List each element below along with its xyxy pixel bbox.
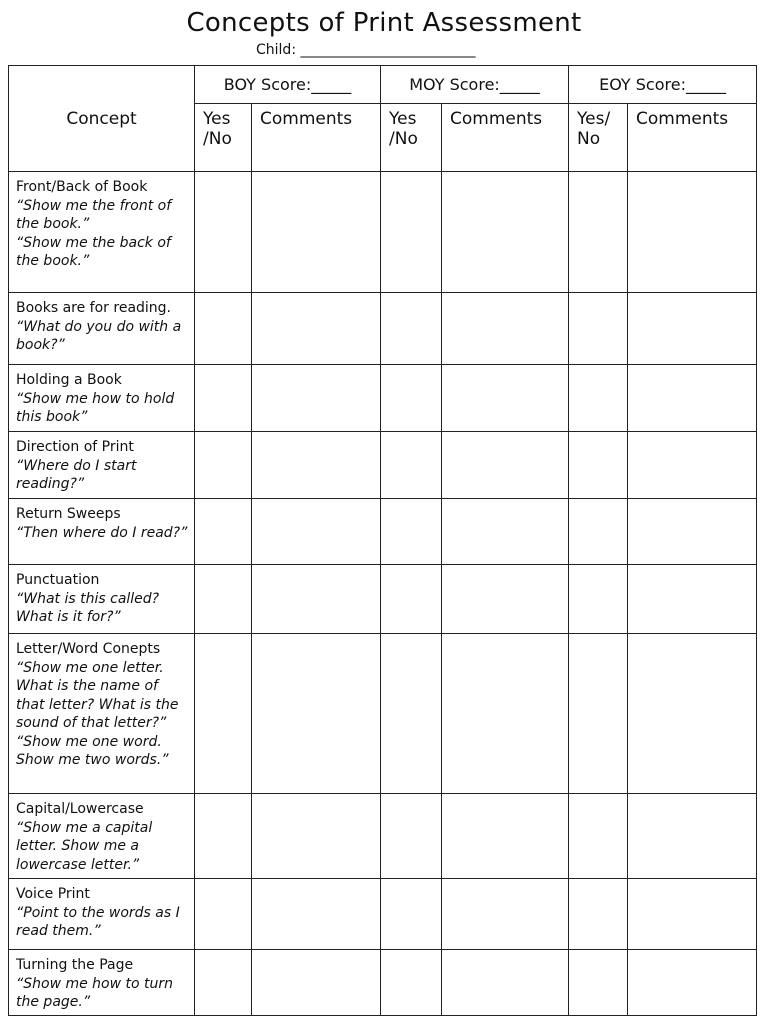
table-row [9,634,757,794]
child-name-field[interactable]: Child: _________________________ [256,42,476,58]
table-row [9,432,757,499]
moy-yes-no-cell[interactable] [381,634,442,794]
concept-question: “Then where do I read?” [16,524,188,541]
eoy-yes-no-cell[interactable] [569,794,628,879]
concept-cell [9,499,195,565]
boy-comments-cell[interactable] [252,172,381,293]
concept-question: “Show me one letter. What is the name of that letter? What is the sound of that letter?” “Show me one word. Show me two words.” [16,659,179,768]
moy-yes-no-cell[interactable] [381,172,442,293]
table-row [9,794,757,879]
concept-name: Letter/Word Conepts [16,641,161,657]
eoy-comments-cell[interactable] [628,879,757,950]
concept-name: Voice Print [16,886,90,902]
concept-cell [9,634,195,794]
concept-question: “Point to the words as I read them.” [16,904,180,939]
moy-yes-no-header: Yes /No [381,104,442,172]
concept-cell [9,879,195,950]
eoy-yes-no-cell[interactable] [569,432,628,499]
concept-name: Books are for reading. [16,300,172,316]
boy-comments-cell[interactable] [252,879,381,950]
eoy-comments-cell[interactable] [628,293,757,365]
boy-yes-no-cell[interactable] [195,432,252,499]
concept-cell [9,432,195,499]
moy-yes-no-cell[interactable] [381,365,442,432]
boy-yes-no-cell[interactable] [195,634,252,794]
moy-score-header[interactable]: MOY Score:_____ [381,66,569,104]
boy-yes-no-cell[interactable] [195,879,252,950]
boy-comments-cell[interactable] [252,565,381,634]
boy-yes-no-cell[interactable] [195,565,252,634]
eoy-comments-cell[interactable] [628,634,757,794]
eoy-yes-no-cell[interactable] [569,565,628,634]
boy-comments-cell[interactable] [252,950,381,1016]
eoy-yes-no-cell[interactable] [569,634,628,794]
concept-question: “What do you do with a book?” [16,318,182,353]
boy-comments-cell[interactable] [252,432,381,499]
boy-comments-cell[interactable] [252,634,381,794]
concept-question: “Show me the front of the book.” “Show me the back of the book.” [16,197,172,269]
moy-comments-cell[interactable] [442,365,569,432]
concept-name: Punctuation [16,572,100,588]
moy-yes-no-cell[interactable] [381,293,442,365]
concept-cell [9,794,195,879]
assessment-table [8,65,757,1016]
eoy-comments-cell[interactable] [628,365,757,432]
concept-header: Concept [9,66,195,172]
eoy-comments-cell[interactable] [628,432,757,499]
moy-comments-cell[interactable] [442,634,569,794]
moy-comments-header: Comments [442,104,569,172]
concept-cell [9,565,195,634]
moy-yes-no-cell[interactable] [381,432,442,499]
moy-comments-cell[interactable] [442,794,569,879]
moy-comments-cell[interactable] [442,172,569,293]
concept-question: “Show me how to hold this book” [16,390,175,425]
table-row [9,293,757,365]
moy-comments-cell[interactable] [442,879,569,950]
boy-yes-no-cell[interactable] [195,172,252,293]
moy-yes-no-cell[interactable] [381,794,442,879]
table-row [9,499,757,565]
eoy-comments-header: Comments [628,104,757,172]
boy-yes-no-cell[interactable] [195,293,252,365]
moy-comments-cell[interactable] [442,565,569,634]
concept-cell [9,365,195,432]
eoy-yes-no-cell[interactable] [569,365,628,432]
concept-question: “What is this called? What is it for?” [16,590,160,625]
concept-question: “Show me how to turn the page.” [16,975,174,1010]
concept-cell [9,172,195,293]
table-row [9,879,757,950]
boy-comments-cell[interactable] [252,499,381,565]
concept-name: Capital/Lowercase [16,801,144,817]
eoy-comments-cell[interactable] [628,794,757,879]
moy-yes-no-cell[interactable] [381,499,442,565]
moy-comments-cell[interactable] [442,950,569,1016]
moy-yes-no-cell[interactable] [381,950,442,1016]
concept-name: Direction of Print [16,439,134,455]
table-row [9,565,757,634]
concept-name: Holding a Book [16,372,122,388]
boy-yes-no-header: Yes /No [195,104,252,172]
eoy-yes-no-cell[interactable] [569,950,628,1016]
table-row [9,172,757,293]
concept-name: Front/Back of Book [16,179,148,195]
boy-comments-cell[interactable] [252,293,381,365]
eoy-yes-no-cell[interactable] [569,499,628,565]
eoy-yes-no-header: Yes/ No [569,104,628,172]
boy-yes-no-cell[interactable] [195,794,252,879]
concept-question: “Where do I start reading?” [16,457,137,492]
moy-yes-no-cell[interactable] [381,565,442,634]
boy-comments-cell[interactable] [252,365,381,432]
boy-comments-header: Comments [252,104,381,172]
eoy-yes-no-cell[interactable] [569,172,628,293]
eoy-comments-cell[interactable] [628,565,757,634]
moy-yes-no-cell[interactable] [381,879,442,950]
moy-comments-cell[interactable] [442,293,569,365]
eoy-yes-no-cell[interactable] [569,879,628,950]
moy-comments-cell[interactable] [442,499,569,565]
concept-name: Return Sweeps [16,506,121,522]
table-row [9,950,757,1016]
boy-yes-no-cell[interactable] [195,499,252,565]
table-row [9,365,757,432]
eoy-comments-cell[interactable] [628,950,757,1016]
concept-cell [9,950,195,1016]
eoy-yes-no-cell[interactable] [569,293,628,365]
concept-name: Turning the Page [16,957,134,973]
moy-comments-cell[interactable] [442,432,569,499]
boy-comments-cell[interactable] [252,794,381,879]
page-title: Concepts of Print Assessment [186,8,582,38]
eoy-comments-cell[interactable] [628,172,757,293]
eoy-comments-cell[interactable] [628,499,757,565]
concept-cell [9,293,195,365]
boy-yes-no-cell[interactable] [195,950,252,1016]
boy-yes-no-cell[interactable] [195,365,252,432]
concept-question: “Show me a capital letter. Show me a lowercase letter.” [16,819,153,873]
boy-score-header[interactable]: BOY Score:_____ [195,66,381,104]
eoy-score-header[interactable]: EOY Score:_____ [569,66,757,104]
